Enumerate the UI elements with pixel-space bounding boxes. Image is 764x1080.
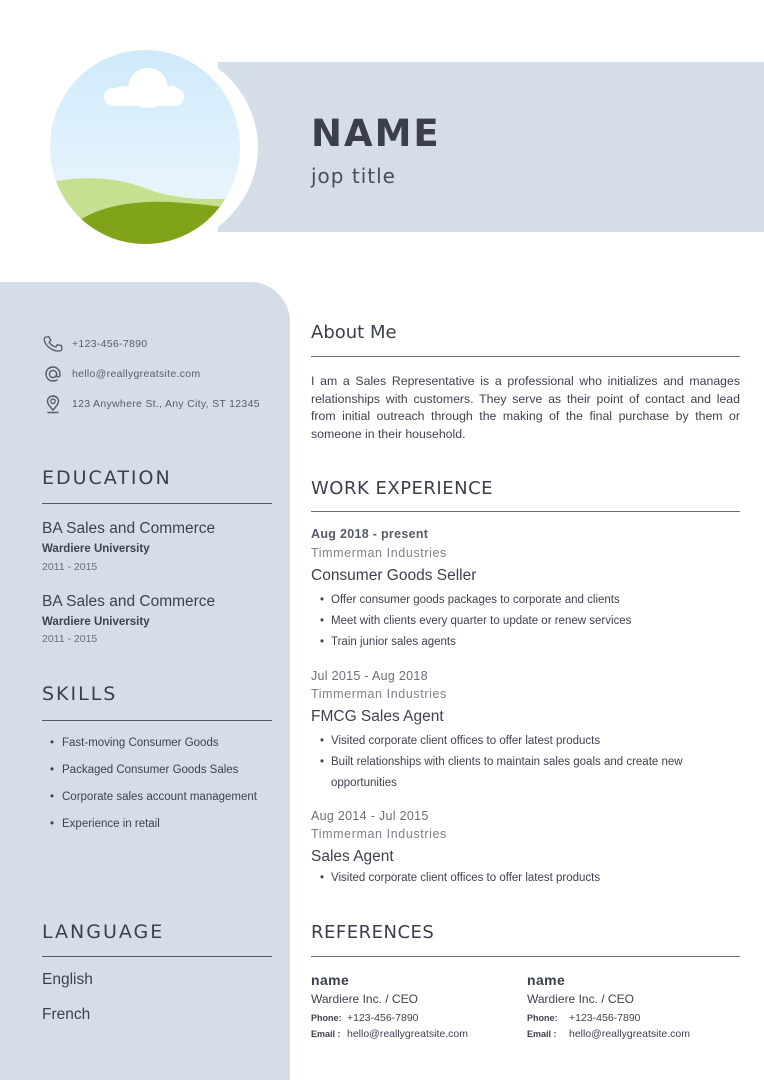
at-icon	[42, 363, 64, 385]
phone-label: Phone:	[311, 1013, 342, 1023]
job-company: Timmerman Industries	[311, 546, 447, 560]
about-divider	[311, 356, 740, 357]
job-duty: • Visited corporate client offices to offer latest products	[320, 868, 740, 889]
skills-heading: SKILLS	[42, 683, 118, 705]
reference-email	[311, 1028, 526, 1040]
email-label: Email :	[311, 1029, 341, 1039]
reference-card	[311, 972, 526, 1040]
email-label: Email :	[527, 1029, 557, 1039]
reference-phone-value: +123-456-7890	[347, 1012, 419, 1024]
landscape-image	[50, 50, 240, 244]
location-pin-icon	[42, 393, 64, 415]
reference-phone-value: +123-456-7890	[569, 1012, 641, 1024]
profile-photo-placeholder	[50, 50, 240, 244]
education-years: 2011 - 2015	[42, 561, 98, 573]
candidate-job-title: jop title	[311, 164, 396, 188]
education-school: Wardiere University	[42, 616, 150, 628]
job-duty: • Meet with clients every quarter to update or renew services	[320, 611, 740, 632]
job-company: Timmerman Industries	[311, 687, 447, 701]
education-degree: BA Sales and Commerce	[42, 593, 216, 610]
header-band	[218, 62, 764, 232]
job-duties	[320, 868, 740, 889]
education-divider	[42, 503, 272, 504]
contact-address	[42, 393, 260, 415]
reference-email-value: hello@reallygreatsite.com	[347, 1028, 468, 1040]
work-experience-divider	[311, 511, 740, 512]
job-dates: Aug 2018 - present	[311, 527, 429, 541]
reference-phone	[311, 1012, 526, 1024]
phone-label: Phone:	[527, 1013, 558, 1023]
about-heading: About Me	[311, 322, 397, 343]
language-item: French	[42, 1006, 91, 1023]
cloud-icon	[104, 68, 184, 108]
contact-phone-text: +123-456-7890	[72, 338, 148, 350]
candidate-name: NAME	[311, 112, 441, 155]
job-company: Timmerman Industries	[311, 827, 447, 841]
reference-name: name	[527, 972, 566, 988]
job-duty: • Built relationships with clients to maintain sales goals and create new opportunities	[320, 752, 740, 794]
reference-name: name	[311, 972, 350, 988]
reference-email-value: hello@reallygreatsite.com	[569, 1028, 690, 1040]
job-title: Consumer Goods Seller	[311, 567, 477, 584]
reference-org: Wardiere Inc. / CEO	[311, 992, 418, 1006]
education-degree: BA Sales and Commerce	[42, 520, 216, 537]
about-text: I am a Sales Representative is a professional who initializes and manages relationships with customers. They serve as their point of contact and lead from initial outreach through the making of the final purchase by them or someone in their household.	[311, 374, 740, 441]
skill-item: • Fast-moving Consumer Goods	[52, 730, 272, 757]
references-heading: REFERENCES	[311, 922, 435, 943]
job-dates: Aug 2014 - Jul 2015	[311, 809, 429, 823]
references-divider	[311, 956, 740, 957]
language-heading: LANGUAGE	[42, 921, 165, 943]
skill-item: • Experience in retail	[52, 811, 272, 838]
job-duty: • Offer consumer goods packages to corporate and clients	[320, 590, 740, 611]
job-duty: • Train junior sales agents	[320, 632, 740, 653]
skills-list	[52, 730, 272, 838]
work-experience-heading: WORK EXPERIENCE	[311, 478, 494, 499]
phone-icon	[42, 333, 64, 355]
job-duties	[320, 731, 740, 794]
skill-item: • Corporate sales account management	[52, 784, 272, 811]
reference-card	[527, 972, 742, 1040]
contact-email	[42, 363, 200, 385]
language-item: English	[42, 971, 93, 988]
job-duty: • Visited corporate client offices to offer latest products	[320, 731, 740, 752]
skills-divider	[42, 720, 272, 721]
reference-org: Wardiere Inc. / CEO	[527, 992, 634, 1006]
contact-email-text: hello@reallygreatsite.com	[72, 368, 201, 380]
job-title: FMCG Sales Agent	[311, 708, 444, 725]
job-duties	[320, 590, 740, 653]
contact-phone	[42, 333, 147, 355]
language-divider	[42, 956, 272, 957]
job-dates: Jul 2015 - Aug 2018	[311, 669, 428, 683]
skill-item: • Packaged Consumer Goods Sales	[52, 757, 272, 784]
education-heading: EDUCATION	[42, 467, 172, 489]
education-school: Wardiere University	[42, 543, 150, 555]
contact-address-text: 123 Anywhere St., Any City, ST 12345	[72, 398, 260, 410]
education-years: 2011 - 2015	[42, 633, 98, 645]
reference-email	[527, 1028, 742, 1040]
reference-phone	[527, 1012, 742, 1024]
job-title: Sales Agent	[311, 848, 394, 865]
